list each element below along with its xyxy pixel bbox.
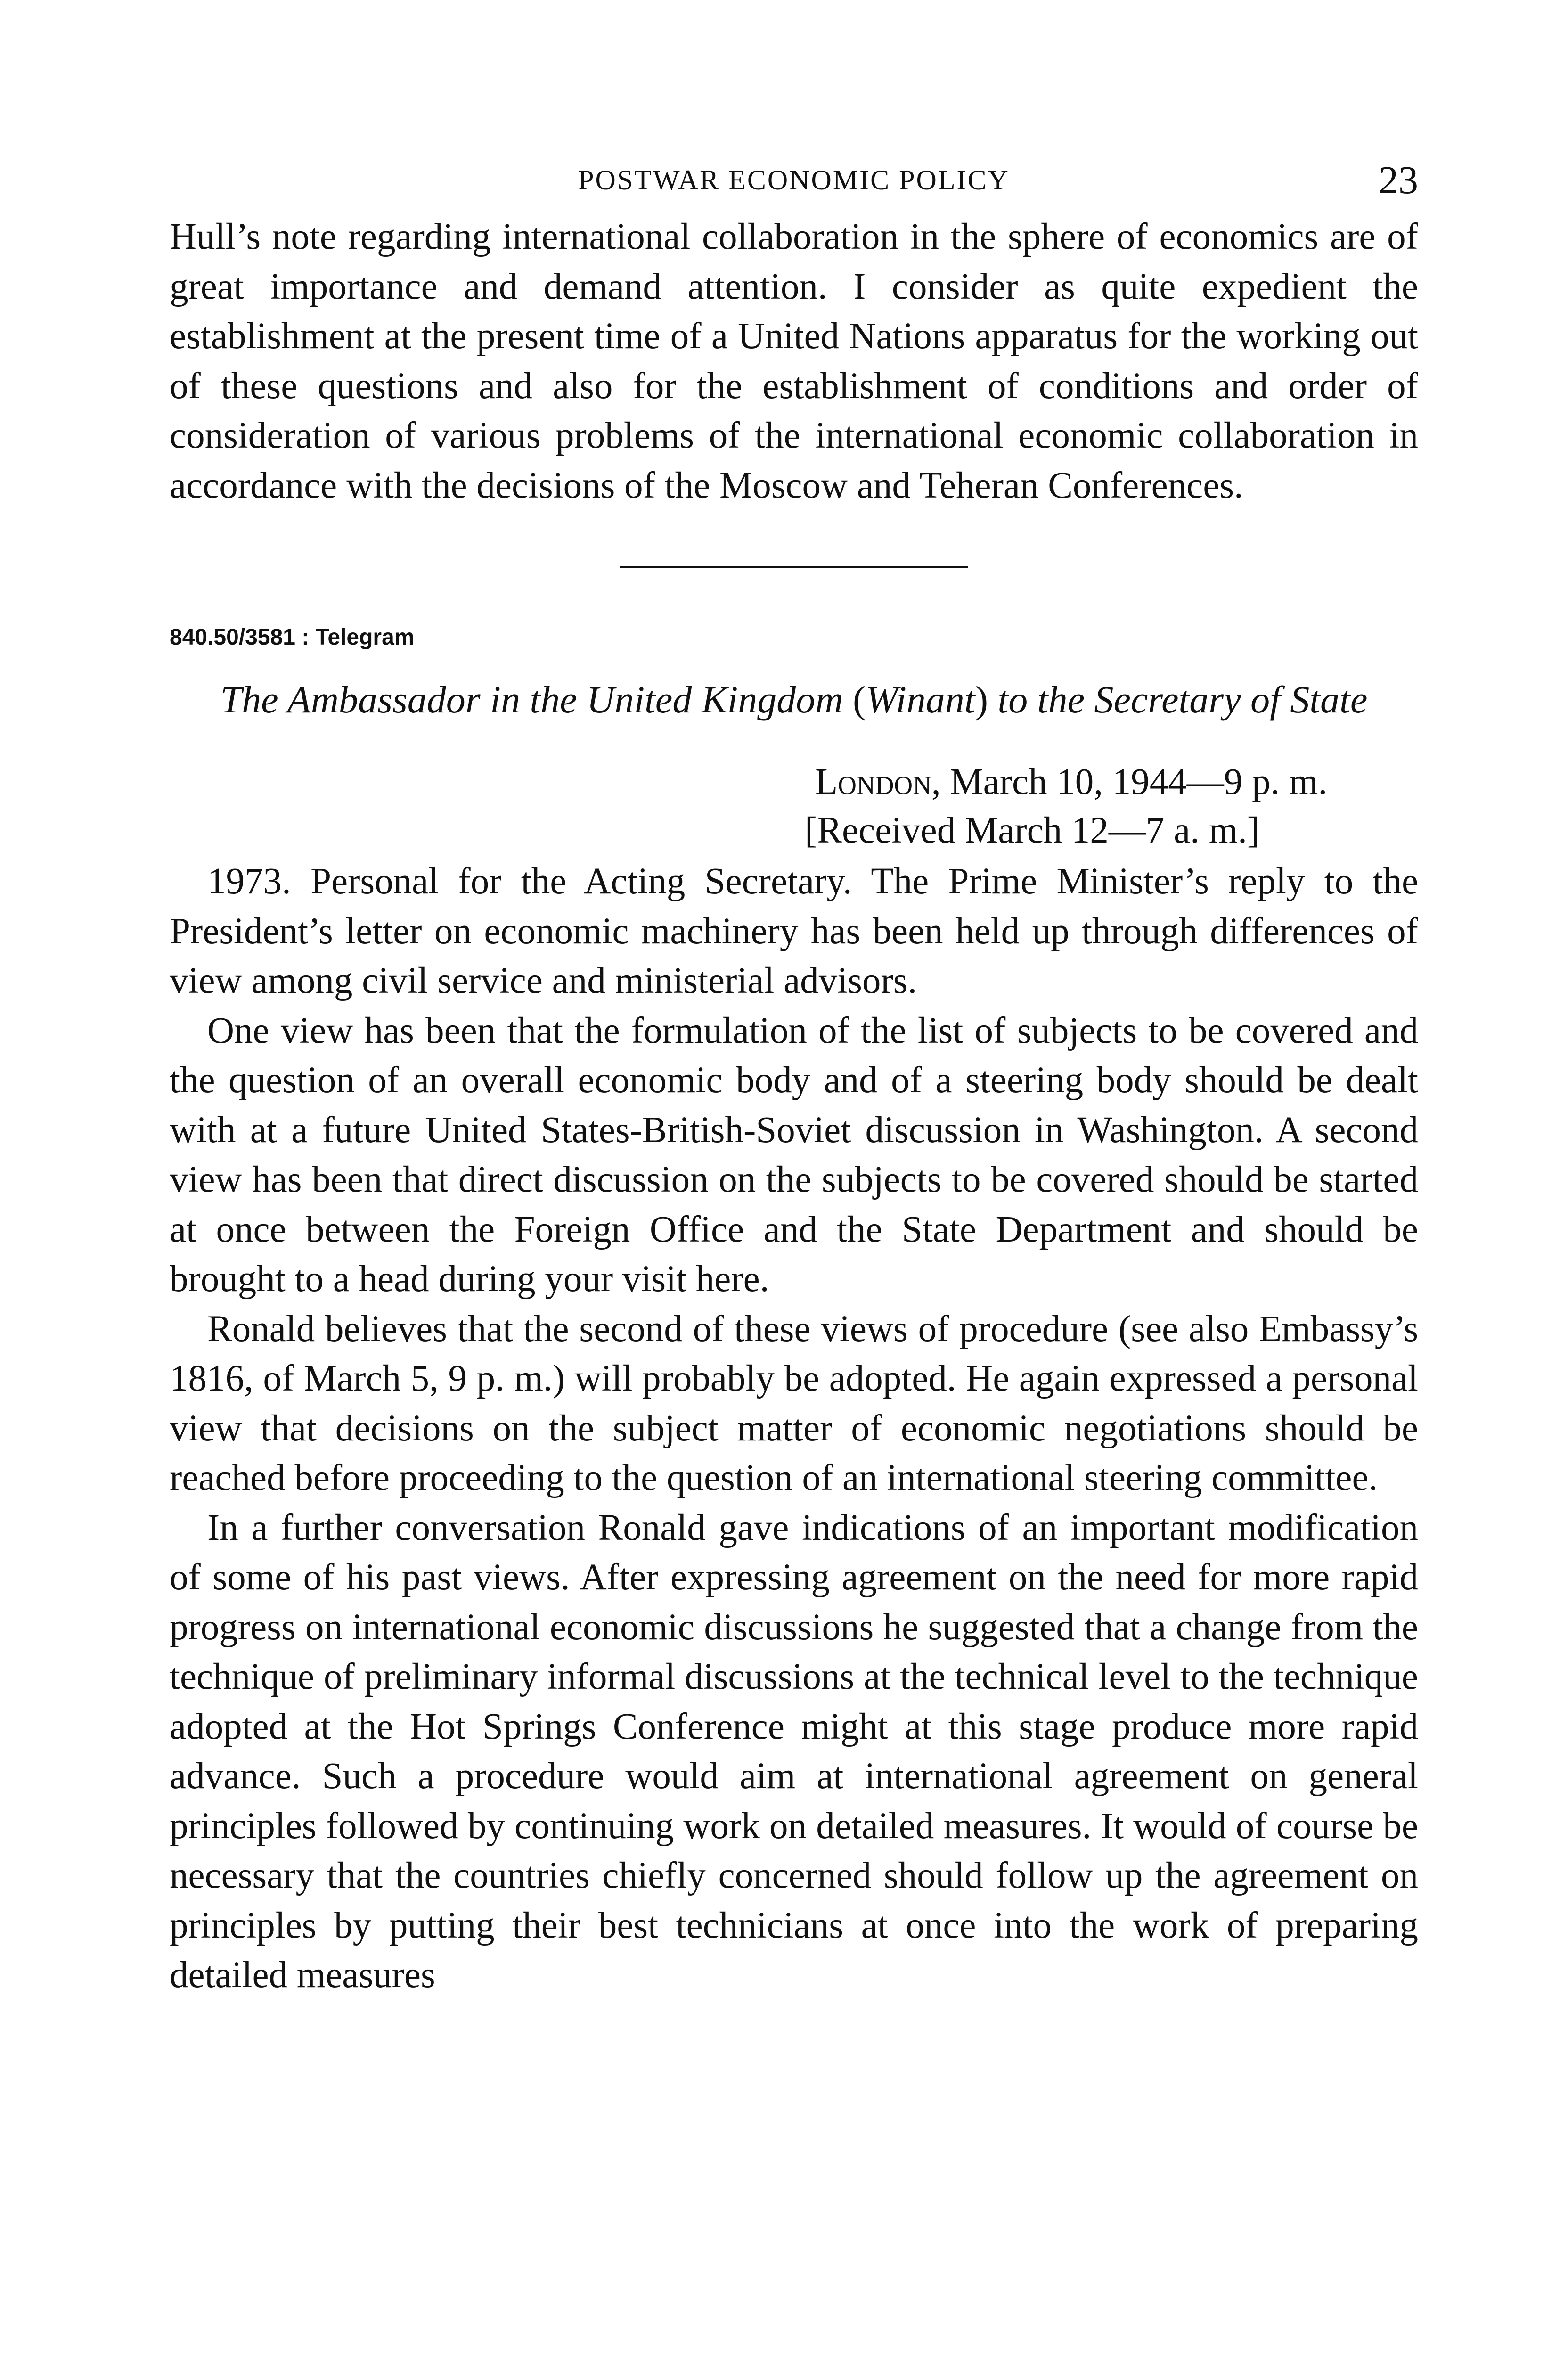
telegram-paragraph-2: One view has been that the formulation of the list of subjects to be covered and the question of an overall economic body and of a steering body should be dealt with at a future United States-British-Soviet discussion in Washington. A second view has been that direct discussion on the subjects to be covered should be started at once between the Foreign Office and the State Department and should be brought to a head during your visit here. <box>170 1010 1418 1300</box>
page-number: 23 <box>1379 158 1418 202</box>
dateline-place: London <box>815 761 931 802</box>
dateline <box>815 758 1418 806</box>
heading-paren-close: ) <box>975 678 998 721</box>
section-divider <box>620 566 968 568</box>
file-reference: 840.50/3581 : Telegram <box>170 625 415 650</box>
telegram-number: 1973. <box>207 861 291 902</box>
heading-part-2: to the Secretary of State <box>997 678 1368 721</box>
heading-part-1: The Ambassador in the United Kingdom <box>220 678 843 721</box>
heading-name: Winant <box>866 678 975 721</box>
dateline-date: , March 10, 1944—9 p. m. <box>931 761 1328 802</box>
document-heading <box>170 675 1418 725</box>
continuation-paragraph: Hull’s note regarding international collaboration in the sphere of economics are of great importance and demand attention. I consider as quite expedient the establishment at the present time of a United Nations apparatus for the working out of these questions and also for the establishment of conditions and order of consideration of various problems of the international economic collaboration in accordance with the decisions of the Moscow and Teheran Conferences. <box>170 216 1418 506</box>
telegram-paragraph-3: Ronald believes that the second of these views of procedure (see also Embassy’s 1816, of March 5, 9 p. m.) will probably be adopted. He again expressed a personal view that decisions on the subject matter of economic negotiations should be reached before proceeding to the question of an international steering committee. <box>170 1308 1418 1498</box>
paragraph-1-text: Personal for the Acting Secretary. The Prime Minister’s reply to the President’s letter on economic machinery has been held up through differences of view among civil service and ministerial advisors. <box>170 861 1419 1001</box>
running-title: POSTWAR ECONOMIC POLICY <box>578 164 1010 196</box>
telegram-paragraph-4: In a further conversation Ronald gave indications of an important modification of some of his past views. After expressing agreement on the need for more rapid progress on international economic discussions he suggested that a change from the technique of preliminary informal discussions at the technical level to the technique adopted at the Hot Springs Conference might at this stage produce more rapid advance. Such a procedure would aim at international agreement on general principles followed by continuing work on detailed measures. It would of course be necessary that the countries chiefly concerned should follow up the agreement on principles by putting their best technicians at once into the work of preparing detailed measures <box>170 1507 1418 1996</box>
received-line: [Received March 12—7 a. m.] <box>805 810 1260 851</box>
document-page <box>170 160 1418 2000</box>
telegram-paragraph-1 <box>170 857 1418 1006</box>
running-head <box>170 160 1418 212</box>
heading-paren-open: ( <box>843 678 866 721</box>
